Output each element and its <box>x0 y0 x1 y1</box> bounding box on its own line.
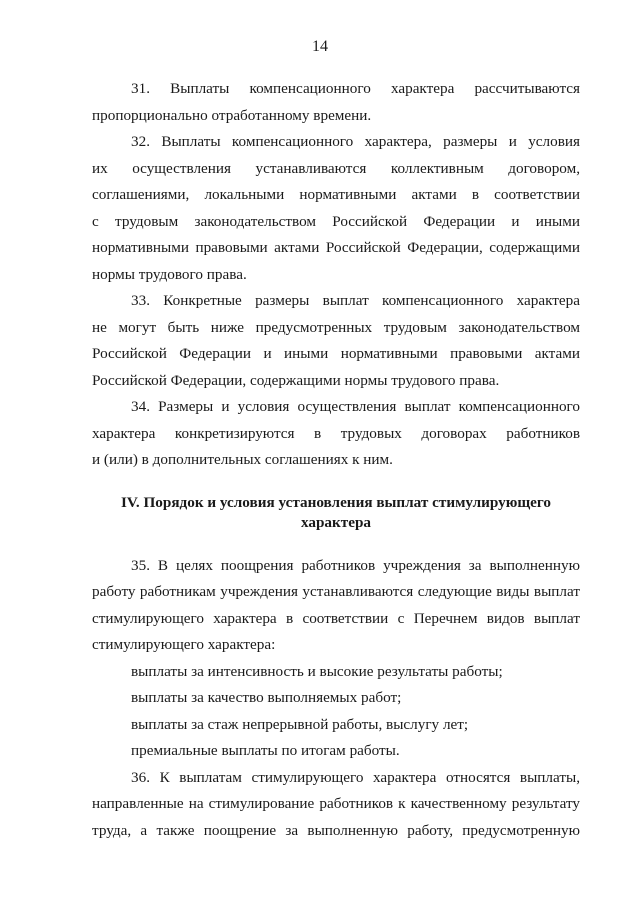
paragraph-line: нормы трудового права. <box>92 265 247 283</box>
paragraph-line: 33. Конкретные размеры выплат компенсационного характера <box>131 292 580 309</box>
stimulating-payments-list <box>92 659 580 765</box>
page-number: 14 <box>312 38 328 55</box>
paragraph-line: нормативными правовыми актами Российской Федерации, содержащими <box>92 239 580 256</box>
paragraph-line: их осуществления устанавливаются коллективным договором, <box>92 159 580 177</box>
paragraph-line: с трудовым законодательством Российской Федерации и иными <box>92 212 580 230</box>
paragraph-32 <box>92 129 580 288</box>
paragraph-line: 36. К выплатам стимулирующего характера относятся выплаты, <box>131 768 580 786</box>
paragraph-35 <box>92 553 580 659</box>
paragraph-line: и (или) в дополнительных соглашениях к ним. <box>92 451 393 468</box>
paragraph-line: соглашениями, локальными нормативными актами в соответствии <box>92 186 580 203</box>
section-heading-line-2: характера <box>300 513 372 531</box>
paragraph-line: труда, а также поощрение за выполненную работу, предусмотренную <box>92 821 580 839</box>
list-item: выплаты за стаж непрерывной работы, выслугу лет; <box>131 715 469 733</box>
paragraph-36 <box>92 765 580 845</box>
section-heading-line-1: IV. Порядок и условия установления выплат стимулирующего <box>120 493 552 511</box>
paragraph-line: Российской Федерации и иными нормативными правовыми актами <box>92 345 580 362</box>
paragraph-line: пропорционально отработанному времени. <box>92 106 372 124</box>
paragraph-33 <box>92 288 580 394</box>
document-body <box>92 76 580 844</box>
paragraph-line: характера конкретизируются в трудовых договорах работников <box>92 424 580 442</box>
list-item: премиальные выплаты по итогам работы. <box>131 742 400 759</box>
paragraph-line: стимулирующего характера: <box>92 636 276 653</box>
paragraph-line: 34. Размеры и условия осуществления выплат компенсационного <box>131 398 580 415</box>
paragraph-line: 31. Выплаты компенсационного характера рассчитываются <box>131 80 580 97</box>
paragraph-line: работу работникам учреждения устанавливаются следующие виды выплат <box>92 583 580 600</box>
paragraph-line: стимулирующего характера в соответствии с Перечнем видов выплат <box>92 609 580 627</box>
list-item: выплаты за интенсивность и высокие результаты работы; <box>131 662 503 680</box>
paragraph-line: 35. В целях поощрения работников учреждения за выполненную <box>131 556 580 574</box>
paragraph-line: Российской Федерации, содержащими нормы трудового права. <box>92 371 500 389</box>
paragraph-31 <box>92 76 580 129</box>
paragraph-line: 32. Выплаты компенсационного характера, размеры и условия <box>131 133 580 150</box>
list-item: выплаты за качество выполняемых работ; <box>131 689 402 706</box>
paragraph-34 <box>92 394 580 474</box>
paragraph-line: направленные на стимулирование работников к качественному результату <box>92 795 580 812</box>
section-heading <box>92 493 580 533</box>
paragraph-line: не могут быть ниже предусмотренных трудовым законодательством <box>92 318 580 336</box>
